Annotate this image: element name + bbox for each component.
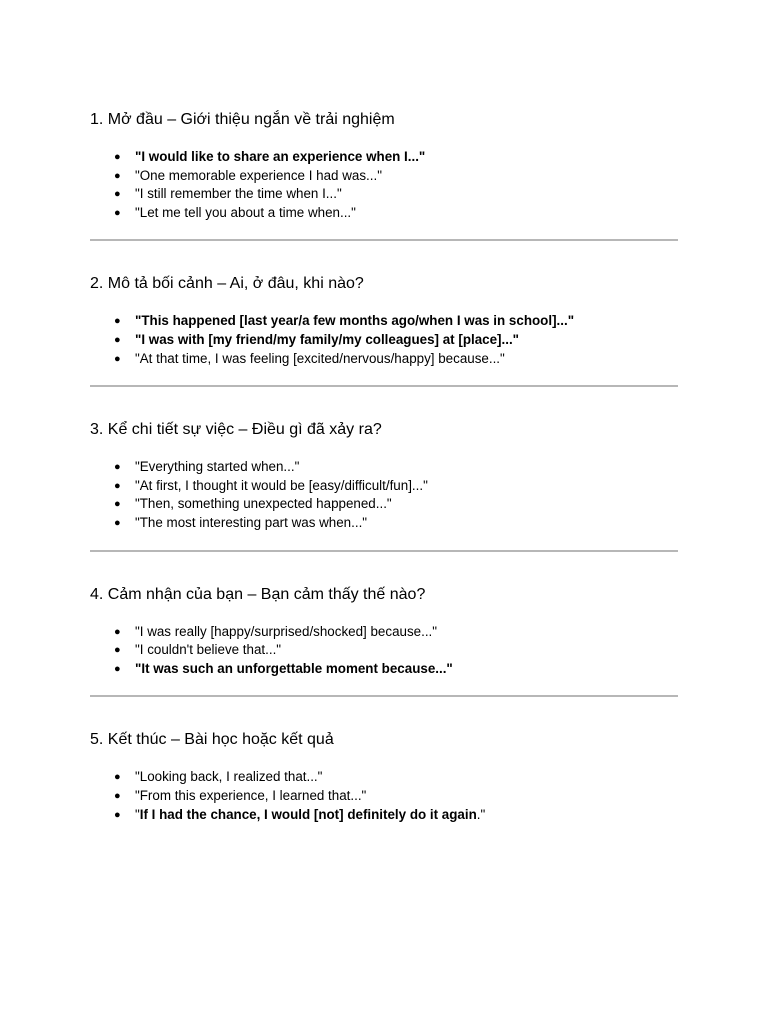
phrase-text: "Looking back, I realized that..." bbox=[135, 769, 323, 785]
bullet-icon: ● bbox=[114, 188, 121, 201]
section-divider bbox=[90, 695, 678, 697]
phrase-text: "Then, something unexpected happened..." bbox=[135, 496, 392, 512]
bullet-icon: ● bbox=[114, 516, 121, 529]
section-conclusion bbox=[90, 730, 678, 824]
phrase-list bbox=[90, 768, 678, 824]
phrase-list bbox=[90, 623, 678, 679]
bullet-icon: ● bbox=[114, 333, 121, 346]
phrase-list bbox=[90, 312, 678, 368]
section-intro bbox=[90, 110, 678, 222]
phrase-emphasis: If I had the chance, I would [not] definitely do it again bbox=[139, 806, 477, 822]
bullet-icon: ● bbox=[114, 644, 121, 657]
bullet-icon: ● bbox=[114, 789, 121, 802]
bullet-icon: ● bbox=[114, 625, 121, 638]
phrase-text: "I couldn't believe that..." bbox=[135, 642, 282, 658]
section-divider bbox=[90, 385, 678, 387]
section-divider bbox=[90, 550, 678, 552]
list-item bbox=[114, 787, 678, 806]
phrase-text: "Everything started when..." bbox=[135, 459, 300, 475]
phrase-text: "It was such an unforgettable moment because..." bbox=[135, 660, 453, 676]
bullet-icon: ● bbox=[114, 169, 121, 182]
phrase-text: "I was with [my friend/my family/my colleagues] at [place]..." bbox=[135, 331, 520, 347]
section-details bbox=[90, 420, 678, 532]
phrase-text: "Let me tell you about a time when..." bbox=[135, 204, 356, 220]
list-item bbox=[114, 312, 678, 331]
list-item bbox=[114, 331, 678, 350]
list-item bbox=[114, 204, 678, 223]
list-item bbox=[114, 458, 678, 477]
section-title: 5. Kết thúc – Bài học hoặc kết quả bbox=[90, 731, 334, 749]
phrase-text: "I still remember the time when I..." bbox=[135, 186, 342, 202]
bullet-icon: ● bbox=[114, 662, 121, 675]
list-item bbox=[114, 477, 678, 496]
section-title: 3. Kể chi tiết sự việc – Điều gì đã xảy ra? bbox=[90, 421, 382, 439]
bullet-icon: ● bbox=[114, 771, 121, 784]
bullet-icon: ● bbox=[114, 151, 121, 163]
phrase-text: "One memorable experience I had was..." bbox=[135, 167, 382, 183]
phrase-text: "At first, I thought it would be [easy/difficult/fun]..." bbox=[135, 477, 428, 493]
section-divider bbox=[90, 239, 678, 241]
section-title: 2. Mô tả bối cảnh – Ai, ở đâu, khi nào? bbox=[90, 275, 364, 293]
section-feelings bbox=[90, 585, 678, 679]
bullet-icon: ● bbox=[114, 808, 121, 821]
bullet-icon: ● bbox=[114, 498, 121, 511]
phrase-text: "I would like to share an experience when I..." bbox=[135, 149, 426, 164]
list-item bbox=[114, 623, 678, 642]
list-item bbox=[114, 167, 678, 186]
phrase-list bbox=[90, 458, 678, 532]
section-title: 4. Cảm nhận của bạn – Bạn cảm thấy thế nào? bbox=[90, 585, 426, 603]
bullet-icon: ● bbox=[114, 352, 121, 365]
quote-close: ." bbox=[476, 806, 486, 822]
phrase-text: "At that time, I was feeling [excited/nervous/happy] because..." bbox=[135, 350, 505, 366]
list-item bbox=[114, 350, 678, 369]
section-context bbox=[90, 274, 678, 368]
phrase-text: "This happened [last year/a few months ago/when I was in school]..." bbox=[135, 313, 575, 329]
bullet-icon: ● bbox=[114, 461, 121, 474]
list-item bbox=[114, 185, 678, 204]
list-item bbox=[114, 806, 678, 825]
phrase-list bbox=[90, 148, 678, 222]
phrase-text: "I was really [happy/surprised/shocked] because..." bbox=[135, 623, 438, 639]
phrase-text: "From this experience, I learned that..." bbox=[135, 787, 367, 803]
bullet-icon: ● bbox=[114, 479, 121, 492]
list-item bbox=[114, 514, 678, 533]
list-item bbox=[114, 660, 678, 679]
bullet-icon: ● bbox=[114, 315, 121, 328]
bullet-icon: ● bbox=[114, 206, 121, 219]
section-title: 1. Mở đầu – Giới thiệu ngắn về trải nghiệm bbox=[90, 111, 395, 128]
list-item bbox=[114, 148, 678, 167]
list-item bbox=[114, 768, 678, 787]
phrase-text: "The most interesting part was when..." bbox=[135, 514, 368, 530]
phrase-text bbox=[135, 807, 485, 822]
list-item bbox=[114, 495, 678, 514]
list-item bbox=[114, 641, 678, 660]
quote-open: " bbox=[135, 806, 140, 822]
